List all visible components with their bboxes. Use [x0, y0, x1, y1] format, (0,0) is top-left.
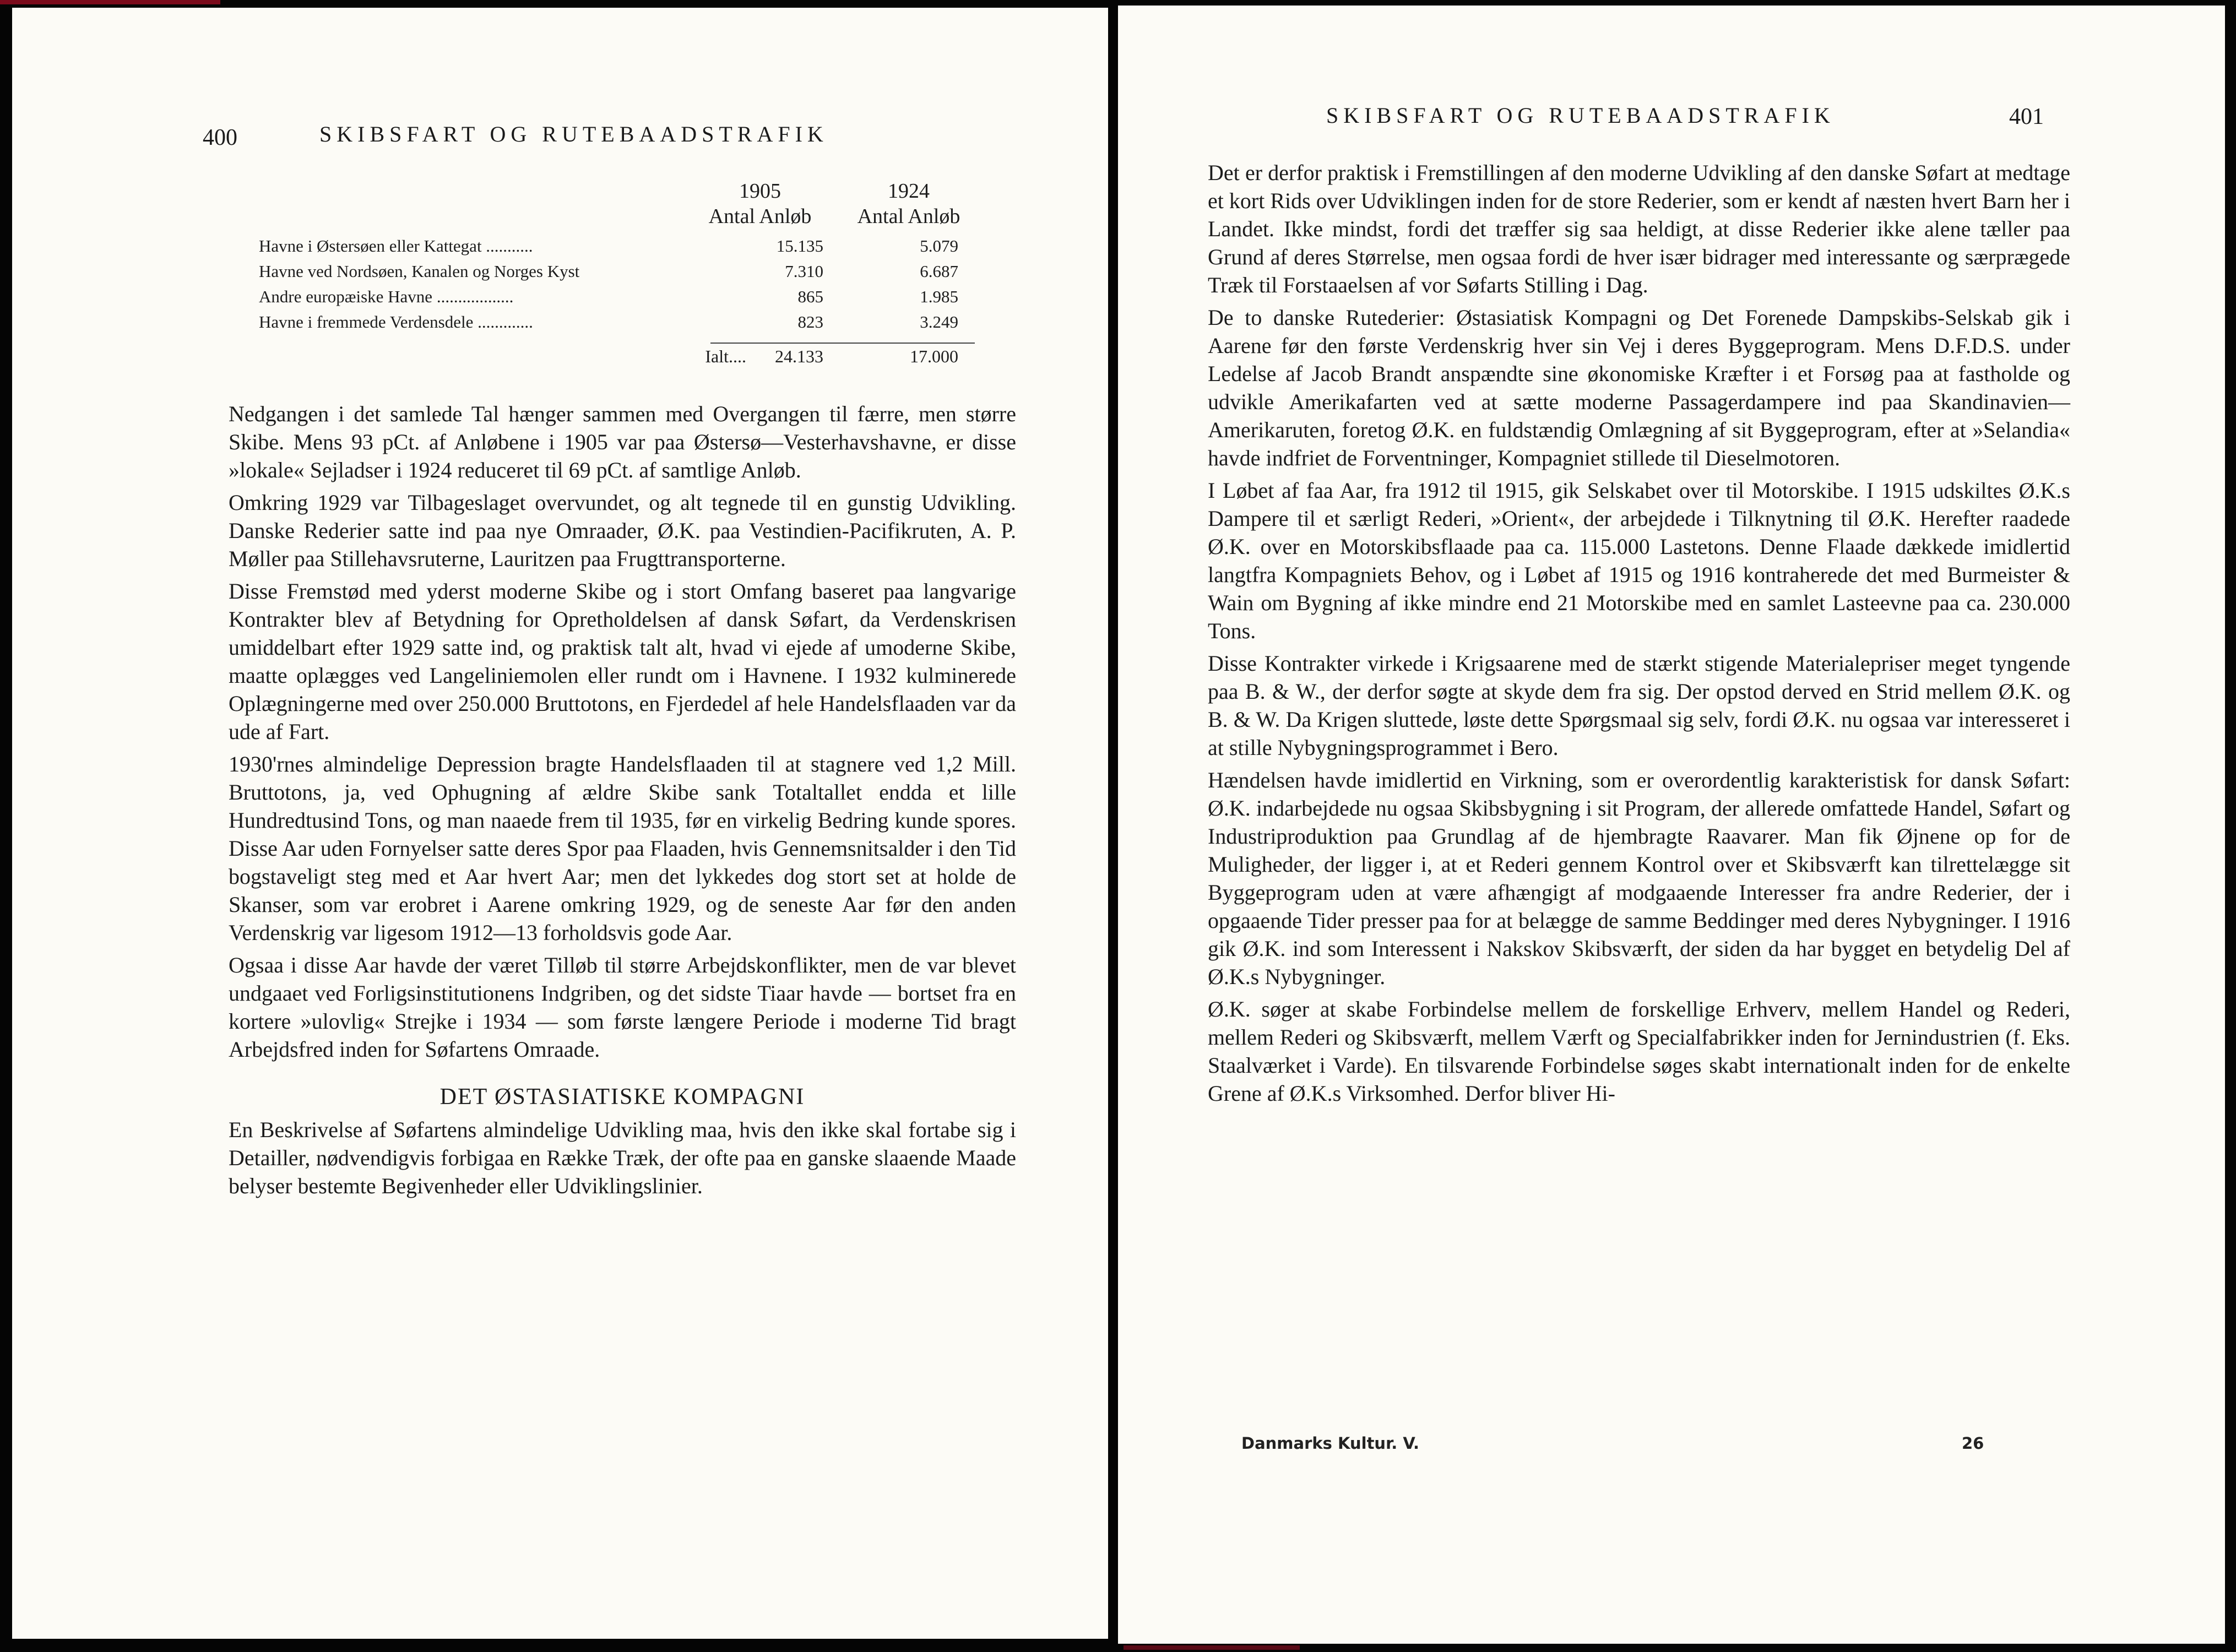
row-value-1924: 6.687	[920, 262, 958, 281]
row-label: Andre europæiske Havne ..................	[259, 287, 514, 306]
left-running-head: SKIBSFART OG RUTEBAADSTRAFIK	[319, 122, 828, 146]
paragraph: Det er derfor praktisk i Fremstillingen af den moderne Udvikling af den danske Søfart at medtage et kort Rids over Udviklingen inden for de store Rederier, som er kendt af næsten hvert Barn her i Landet. Ikke mindst, fordi det træffer sig saa heldigt, at disse Rederier ikke alene tæller paa Grund af deres Størrelse, men ogsaa fordi de hver især bidrager med interessante og særprægede Træk til Forstaaelsen af vor Søfarts Stilling i Dag.	[1208, 160, 2070, 297]
col-1924-sub: Antal Anløb	[857, 205, 960, 228]
table-row	[242, 259, 980, 284]
paragraph: De to danske Rutederier: Østasiatisk Kompagni og Det Forenede Dampskibs-Selskab gik i Aarene før den første Verdenskrig hver sin Vej i deres Byggeprogram. Mens D.F.D.S. under Ledelse af Jacob Brandt anspændte sine økonomiske Kræfter i et Forsøg paa at fastholde og udvikle Amerikafarten ved at sætte moderne Passagerdampere ind paa Skandinavien—Amerikaruten, foretog Ø.K. en fuldstændig Omlægning af sit Byggeprogram, efter at »Selandia« havde indfriet de Forventninger, Kompagniet stillede til Dieselmotoren.	[1208, 305, 2070, 470]
paragraph: Ø.K. søger at skabe Forbindelse mellem de forskellige Erhverv, mellem Handel og Rederi, mellem Rederi og Skibsværft, mellem Værft og Specialfabrikker inden for Jernindustrien (f. Eks. Staalværket i Varde). En tilsvarende Forbindelse søges skabt internationalt inden for de enkelte Grene af Ø.K.s Virksomhed. Derfor bliver Hi-	[1208, 997, 2070, 1106]
paragraph: Ogsaa i disse Aar havde der været Tilløb til større Arbejdskonflikter, men de var blevet undgaaet ved Forligsinstitutionens Indgriben, og det sidste Tiaar havde — bortset fra en kortere »ulovlig« Strejke i 1934 — som første længere Periode i moderne Tid bragt Arbejdsfred inden for Søfartens Omraade.	[229, 953, 1016, 1062]
row-value-1905: 865	[797, 287, 823, 306]
col-1905-year: 1905	[739, 180, 781, 203]
row-value-1924: 3.249	[920, 312, 958, 332]
total-value-1924: 17.000	[910, 346, 958, 366]
row-value-1905: 15.135	[776, 236, 823, 256]
paragraph: 1930'rnes almindelige Depression bragte Handelsflaaden til at stagnere ved 1,2 Mill. Bruttotons, ja, ved Ophugning af ældre Skibe sank Totaltallet endda et lille Hundredtusind Tons, og man naaede frem til 1935, før en virkelig Bedring kunde spores. Disse Aar uden Fornyelser satte deres Spor paa Flaaden, hvis Gennemsnitsalder i den Tid bogstaveligt steg med et Aar hvert Aar; men det lykkedes dog stort set at holde de Skanser, som var erobret i Aarene omkring 1929, og de seneste Aar før den anden Verdenskrig var ligesom 1912—13 forholdsvis gode Aar.	[229, 752, 1016, 945]
row-label: Havne i Østersøen eller Kattegat ...........	[259, 236, 533, 256]
paragraph: Hændelsen havde imidlertid en Virkning, som er overordentlig karakteristisk for dansk Søfart: Ø.K. indarbejdede nu ogsaa Skibsbygning i sit Program, der allerede omfattede Handel, Søfart og Industriproduktion paa Grundlag af de hjembragte Raavarer. Man fik Øjnene op for de Muligheder, der ligger i, at et Rederi gennem Kontrol over et Skibsværft kan tilrettelægge sit Byggeprogram uden at være afhængigt af modgaaende Interesser fra andre Rederier, der i opgaaende Tider presser paa for at belægge de samme Beddinger med deres Nybygninger. I 1916 gik Ø.K. ind som Interessent i Nakskov Skibsværft, der siden da har bygget en betydelig Del af Ø.K.s Nybygninger.	[1208, 768, 2070, 989]
table-total-row	[242, 343, 980, 370]
total-value-1905: 24.133	[775, 346, 823, 366]
section-title: DET ØSTASIATISKE KOMPAGNI	[439, 1084, 805, 1110]
left-page-number: 400	[203, 125, 237, 150]
paragraph: Omkring 1929 var Tilbageslaget overvundet, og alt tegnede til en gunstig Udvikling. Danske Rederier satte ind paa nye Omraader, Ø.K. paa Vestindien-Pacifikruten, A. P. Møller paa Stillehavsruterne, Lauritzen paa Frugttransporterne.	[229, 490, 1016, 571]
col-1924-year: 1924	[888, 180, 930, 203]
col-1924-header	[837, 178, 980, 229]
right-bottom-edge-mark	[1124, 1645, 1300, 1650]
right-body-text	[1208, 159, 2070, 1107]
paragraph: En Beskrivelse af Søfartens almindelige Udvikling maa, hvis den ikke skal fortabe sig i Detailler, nødvendigvis forbigaa en Række Træk, der ofte paa en ganske slaaende Maade belyser bestemte Begivenheder eller Udviklingslinier.	[229, 1117, 1016, 1198]
paragraph: I Løbet af faa Aar, fra 1912 til 1915, gik Selskabet over til Motorskibe. I 1915 udskiltes Ø.K.s Dampere til et særligt Rederi, »Orient«, der arbejdede i Tilknytning til Ø.K. Herefter raadede Ø.K. over en Motorskibsflaade paa ca. 115.000 Lastetons. Denne Flaade dækkede imidlertid langtfra Kompagniets Behov, og i Løbet af 1915 og 1916 kontraherede det med Burmeister & Wain om Bygning af ikke mindre end 21 Motorskibe med en samlet Lasteevne paa ca. 230.000 Tons.	[1208, 478, 2070, 643]
paragraph: Nedgangen i det samlede Tal hænger sammen med Overgangen til færre, men større Skibe. Mens 93 pCt. af Anløbene i 1905 var paa Østersø—Vesterhavshavne, er disse »lokale« Sejladser i 1924 reduceret til 69 pCt. af samtlige Anløb.	[229, 401, 1016, 482]
paragraph: Disse Kontrakter virkede i Krigsaarene med de stærkt stigende Materialepriser meget tyngende paa B. & W., der derfor søgte at skyde dem fra sig. Der opstod derved en Strid mellem Ø.K. og B. & W. Da Krigen sluttede, løste dette Spørgsmaal sig selv, fordi Ø.K. nu ogsaa var interesseret i at stille Nybygningsprogrammet i Bero.	[1208, 651, 2070, 760]
table-header	[242, 173, 980, 233]
row-value-1924: 1.985	[920, 287, 958, 306]
paragraph: Disse Fremstød med yderst moderne Skibe og i stort Omfang baseret paa langvarige Kontrakter blev af Betydning for Opretholdelsen af dansk Søfart, da Verdenskrisen umiddelbart efter 1929 satte ind, og praktisk talt alt, hvad vi ejede af umoderne Skibe, maatte oplægges ved Langeliniemolen eller rundt om i Havnene. I 1932 kulminerede Oplægningerne med over 250.000 Bruttotons, en Fjerdedel af hele Handelsflaaden var da ude af Fart.	[229, 579, 1016, 744]
row-label: Havne i fremmede Verdensdele .............	[259, 312, 533, 332]
row-value-1905: 7.310	[785, 262, 823, 281]
total-label: Ialt....	[705, 346, 746, 366]
table-row	[242, 233, 980, 259]
left-page	[12, 8, 1108, 1639]
footer-signature-number: 26	[1962, 1434, 1984, 1453]
footer-book-title: Danmarks Kultur. V.	[1241, 1434, 1420, 1453]
row-value-1905: 823	[797, 312, 823, 332]
right-page-number: 401	[2009, 104, 2044, 129]
col-1905-header	[694, 178, 826, 229]
right-page	[1118, 6, 2225, 1644]
row-label: Havne ved Nordsøen, Kanalen og Norges Kyst	[259, 262, 580, 281]
harbour-calls-table	[242, 173, 980, 370]
table-row	[242, 309, 980, 335]
col-1905-sub: Antal Anløb	[708, 205, 812, 228]
table-row	[242, 284, 980, 309]
row-value-1924: 5.079	[920, 236, 958, 256]
left-top-edge-mark	[0, 0, 220, 4]
left-body-text	[229, 400, 1016, 1200]
right-running-head: SKIBSFART OG RUTEBAADSTRAFIK	[1326, 103, 1835, 128]
